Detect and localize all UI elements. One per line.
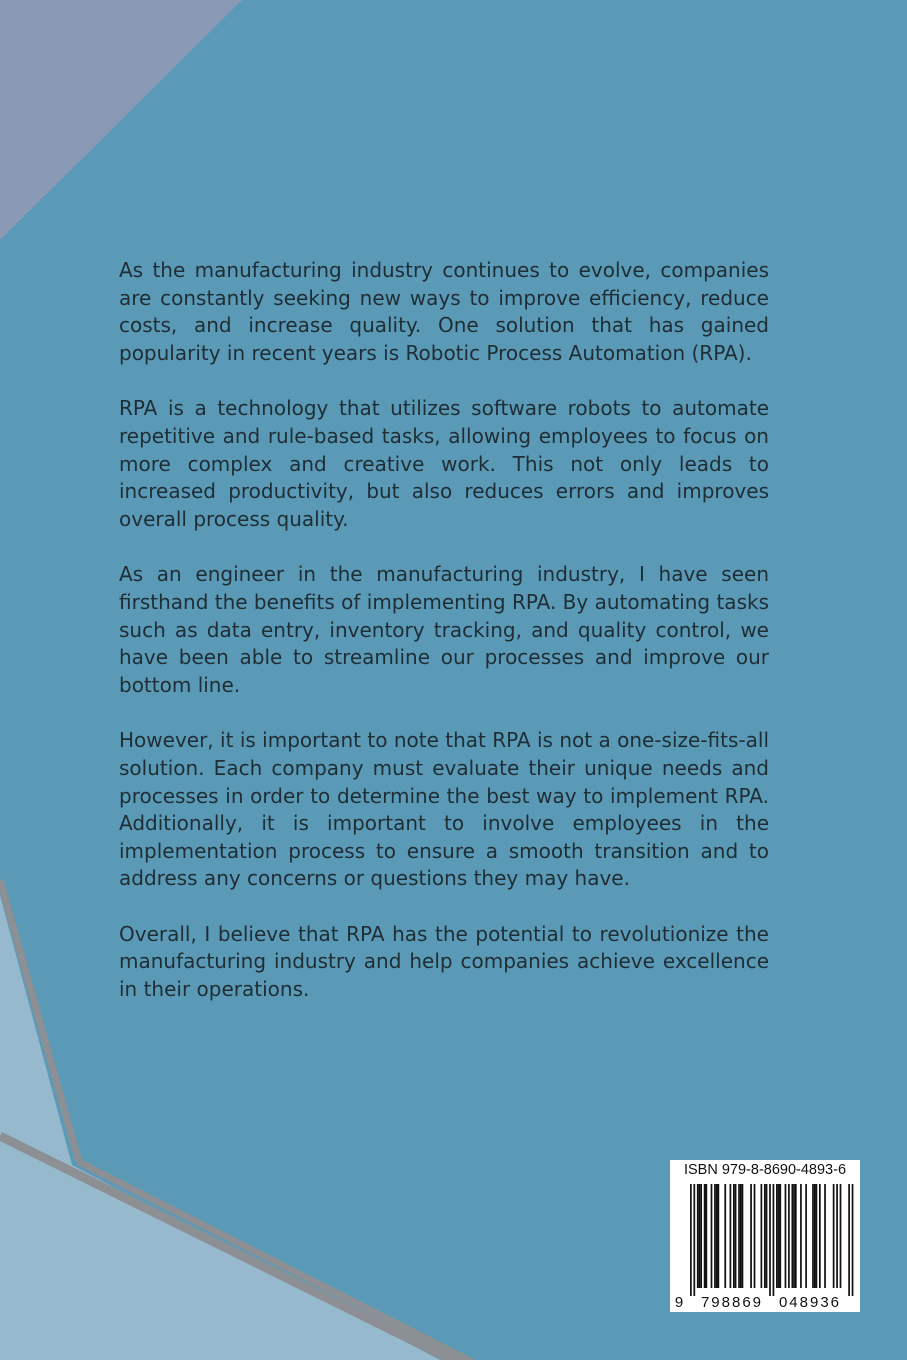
barcode-bar xyxy=(836,1184,838,1288)
barcode-bar xyxy=(814,1184,816,1288)
barcode-bar xyxy=(852,1184,854,1296)
barcode-bar xyxy=(824,1184,826,1288)
barcode-bar xyxy=(778,1184,780,1288)
blurb-paragraph-2: RPA is a technology that utilizes software robots to automate repetitive and rule-based tasks, allowing employees to focus on more complex and creative work. This not only leads to increased productivity, but also reduces errors and improves overall process quality. xyxy=(119,396,769,531)
barcode-bar xyxy=(697,1184,699,1288)
barcode-bar xyxy=(773,1184,775,1296)
blurb-paragraph-1: As the manufacturing industry continues to evolve, companies are constantly seeking new ways to improve efficiency, reduce costs, and increase quality. One solution that has gained popularity in recent years is Robotic Process Automation (RPA). xyxy=(119,258,769,365)
barcode-bar xyxy=(791,1184,793,1288)
barcode-bar xyxy=(764,1184,766,1288)
back-cover-blurb xyxy=(119,257,769,1032)
barcode-bar xyxy=(819,1184,821,1288)
barcode-bar xyxy=(795,1184,797,1288)
barcode-bar xyxy=(779,1184,781,1288)
barcode-bar xyxy=(705,1184,707,1288)
blurb-paragraph-5: Overall, I believe that RPA has the potential to revolutionize the manufacturing industry and help companies achieve excellence in their operations. xyxy=(119,921,769,1002)
barcode-bar xyxy=(776,1184,778,1288)
barcode-bar xyxy=(761,1184,763,1288)
isbn-label: ISBN 979-8-8690-4893-6 xyxy=(683,1162,847,1178)
barcode-left-digits: 798869 xyxy=(700,1294,764,1311)
barcode-bar xyxy=(693,1184,695,1296)
barcode-bar xyxy=(766,1184,768,1288)
barcode-bar xyxy=(716,1184,718,1288)
barcode-bar xyxy=(816,1184,818,1288)
barcode-bar xyxy=(690,1184,692,1296)
barcode-bar xyxy=(769,1184,771,1296)
barcode-bar xyxy=(805,1184,807,1288)
barcode-bar xyxy=(704,1184,706,1288)
barcode-bar xyxy=(724,1184,726,1288)
blurb-paragraph-3: As an engineer in the manufacturing industry, I have seen firsthand the benefits of implementing RPA. By automating tasks such as data entry, inventory tracking, and quality control, we have been able to streamline our processes and improve our bottom line. xyxy=(119,562,769,697)
barcode-bar xyxy=(788,1184,790,1288)
barcode-right-digits: 048936 xyxy=(778,1294,842,1311)
barcode-bar xyxy=(742,1184,744,1288)
barcode-bar xyxy=(750,1184,752,1288)
barcode-bar xyxy=(699,1184,701,1288)
barcode-bar xyxy=(730,1184,732,1288)
barcode-bar xyxy=(833,1184,835,1288)
barcode-bar xyxy=(714,1184,716,1288)
barcode-bars xyxy=(690,1184,853,1296)
barcode-bar xyxy=(754,1184,756,1288)
barcode-lead-digit: 9 xyxy=(674,1294,684,1311)
barcode-bar xyxy=(718,1184,720,1288)
barcode-bar xyxy=(812,1184,814,1288)
barcode-bar xyxy=(700,1184,702,1288)
barcode-bar xyxy=(840,1184,842,1288)
blurb-paragraph-4: However, it is important to note that RPA is not a one-size-fits-all solution. Each company must evaluate their unique needs and processes in order to determine the best way to implement RPA. Additionally, it is important to involve employees in the implementation process to ensure a smooth transition and to address any concerns or questions they may have. xyxy=(119,728,769,891)
barcode-bar xyxy=(738,1184,740,1288)
barcode-bar xyxy=(740,1184,742,1288)
barcode-bar xyxy=(711,1184,713,1288)
barcode-bar xyxy=(793,1184,795,1288)
isbn-barcode xyxy=(670,1160,860,1312)
barcode-bar xyxy=(800,1184,802,1288)
barcode-graphic xyxy=(670,1182,860,1312)
barcode-bar xyxy=(733,1184,735,1288)
barcode-bar xyxy=(848,1184,850,1296)
barcode-bar xyxy=(785,1184,787,1288)
barcode-bar xyxy=(735,1184,737,1288)
